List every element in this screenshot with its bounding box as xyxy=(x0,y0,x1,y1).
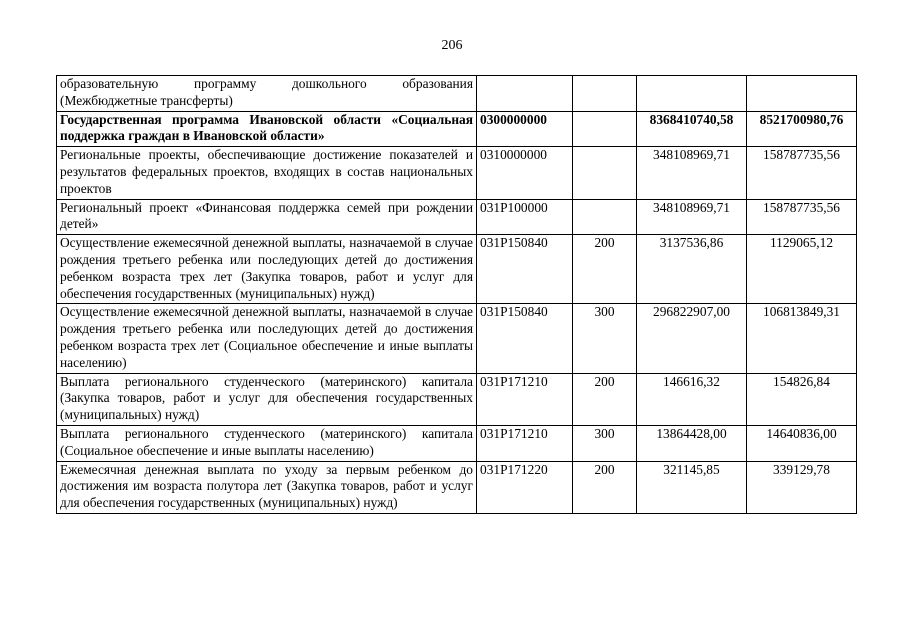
table-row xyxy=(57,76,857,112)
amount-year-2-cell: 8521700980,76 xyxy=(747,111,857,147)
row-name-cell: Государственная программа Ивановской области «Социальная поддержка граждан в Ивановской области» xyxy=(57,111,477,147)
table-row xyxy=(57,425,857,461)
amount-year-2-cell: 1129065,12 xyxy=(747,235,857,304)
amount-year-1-cell: 321145,85 xyxy=(637,461,747,513)
budget-table xyxy=(56,75,857,514)
expense-type-cell xyxy=(573,199,637,235)
row-name-cell: Выплата регионального студенческого (материнского) капитала (Закупка товаров, работ и услуг для обеспечения государственных (муниципальных) нужд) xyxy=(57,373,477,425)
expense-type-cell xyxy=(573,111,637,147)
row-name-cell: Ежемесячная денежная выплата по уходу за первым ребенком до достижения им возраста полутора лет (Закупка товаров, работ и услуг для обеспечения государственных (муниципальных) нужд) xyxy=(57,461,477,513)
amount-year-1-cell: 348108969,71 xyxy=(637,147,747,199)
target-article-cell: 031P150840 xyxy=(477,235,573,304)
target-article-cell: 031P171210 xyxy=(477,425,573,461)
row-name-cell: Осуществление ежемесячной денежной выплаты, назначаемой в случае рождения третьего ребенка или последующих детей до достижения ребенком возраста трех лет (Социальное обеспечение и иные выплаты населению) xyxy=(57,304,477,373)
expense-type-cell: 300 xyxy=(573,304,637,373)
table-row xyxy=(57,111,857,147)
row-name-cell: Выплата регионального студенческого (материнского) капитала (Социальное обеспечение и иные выплаты населению) xyxy=(57,425,477,461)
amount-year-2-cell: 158787735,56 xyxy=(747,147,857,199)
target-article-cell: 0300000000 xyxy=(477,111,573,147)
table-row xyxy=(57,304,857,373)
target-article-cell: 031P171220 xyxy=(477,461,573,513)
table-row xyxy=(57,235,857,304)
target-article-cell: 0310000000 xyxy=(477,147,573,199)
expense-type-cell: 200 xyxy=(573,373,637,425)
expense-type-cell xyxy=(573,147,637,199)
amount-year-1-cell: 8368410740,58 xyxy=(637,111,747,147)
amount-year-1-cell: 296822907,00 xyxy=(637,304,747,373)
amount-year-2-cell xyxy=(747,76,857,112)
row-name-cell: Региональные проекты, обеспечивающие достижение показателей и результатов федеральных проектов, входящих в состав национальных проектов xyxy=(57,147,477,199)
amount-year-2-cell: 158787735,56 xyxy=(747,199,857,235)
amount-year-1-cell: 3137536,86 xyxy=(637,235,747,304)
amount-year-1-cell: 348108969,71 xyxy=(637,199,747,235)
amount-year-1-cell: 13864428,00 xyxy=(637,425,747,461)
page-number: 206 xyxy=(441,38,463,53)
amount-year-2-cell: 339129,78 xyxy=(747,461,857,513)
target-article-cell xyxy=(477,76,573,112)
target-article-cell: 031P171210 xyxy=(477,373,573,425)
row-name-cell: образовательную программу дошкольного образования (Межбюджетные трансферты) xyxy=(57,76,477,112)
expense-type-cell: 200 xyxy=(573,461,637,513)
table-row xyxy=(57,461,857,513)
table-row xyxy=(57,373,857,425)
target-article-cell: 031P150840 xyxy=(477,304,573,373)
table-row xyxy=(57,147,857,199)
budget-table-body xyxy=(57,76,857,514)
expense-type-cell: 200 xyxy=(573,235,637,304)
expense-type-cell xyxy=(573,76,637,112)
expense-type-cell: 300 xyxy=(573,425,637,461)
amount-year-1-cell xyxy=(637,76,747,112)
amount-year-2-cell: 14640836,00 xyxy=(747,425,857,461)
table-row xyxy=(57,199,857,235)
target-article-cell: 031P100000 xyxy=(477,199,573,235)
row-name-cell: Региональный проект «Финансовая поддержка семей при рождении детей» xyxy=(57,199,477,235)
amount-year-2-cell: 154826,84 xyxy=(747,373,857,425)
amount-year-2-cell: 106813849,31 xyxy=(747,304,857,373)
amount-year-1-cell: 146616,32 xyxy=(637,373,747,425)
row-name-cell: Осуществление ежемесячной денежной выплаты, назначаемой в случае рождения третьего ребенка или последующих детей до достижения ребенком возраста трех лет (Закупка товаров, работ и услуг для обеспечения государственных (муниципальных) нужд) xyxy=(57,235,477,304)
